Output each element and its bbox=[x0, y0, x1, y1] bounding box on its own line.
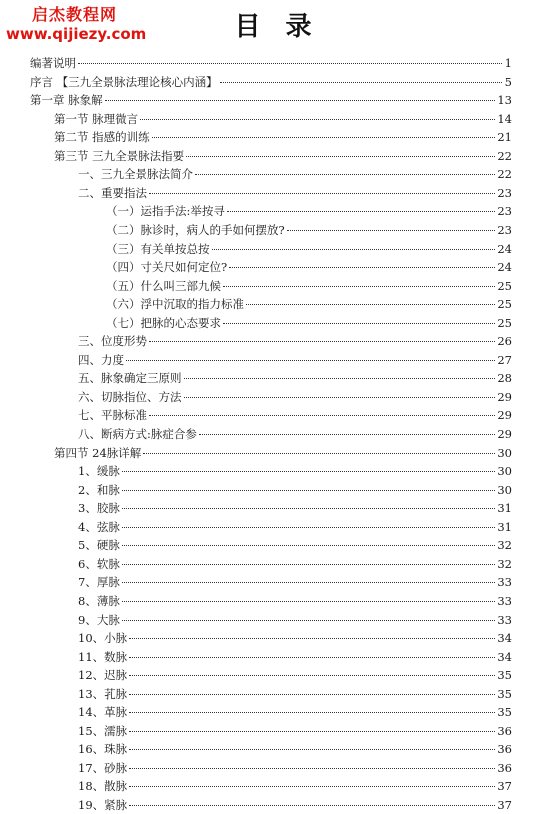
site-watermark bbox=[6, 6, 146, 42]
toc-dot-leader bbox=[122, 490, 496, 491]
toc-dot-leader bbox=[287, 230, 496, 231]
toc-entry[interactable] bbox=[54, 128, 512, 146]
toc-entry-page-number: 36 bbox=[497, 723, 512, 738]
toc-dot-leader bbox=[122, 545, 496, 546]
toc-dot-leader bbox=[149, 341, 495, 342]
toc-entry-page-number: 24 bbox=[497, 241, 512, 256]
toc-entry-page-number: 25 bbox=[497, 315, 512, 330]
toc-entry[interactable] bbox=[78, 388, 512, 406]
toc-entry-label: 序言 【三九全景脉法理论核心内涵】 bbox=[30, 74, 218, 89]
toc-entry-label: （二）脉诊时，病人的手如何摆放? bbox=[106, 222, 285, 237]
toc-entry-page-number: 32 bbox=[497, 556, 512, 571]
toc-entry-label: 第四节 24脉详解 bbox=[54, 445, 142, 460]
toc-entry[interactable] bbox=[30, 91, 512, 109]
toc-dot-leader bbox=[129, 712, 495, 713]
toc-entry[interactable] bbox=[78, 796, 512, 814]
toc-entry-page-number: 25 bbox=[497, 297, 512, 312]
toc-entry-page-number: 14 bbox=[497, 111, 512, 126]
toc-entry[interactable] bbox=[30, 54, 512, 72]
toc-dot-leader bbox=[122, 527, 496, 528]
toc-entry-page-number: 37 bbox=[497, 779, 512, 794]
toc-entry-label: 第一章 脉象解 bbox=[30, 93, 103, 108]
toc-entry-label: 八、断病方式:脉症合参 bbox=[78, 427, 197, 441]
toc-dot-leader bbox=[186, 156, 495, 157]
toc-dot-leader bbox=[152, 137, 496, 138]
toc-entry-label: 18、散脉 bbox=[78, 779, 128, 794]
toc-entry-page-number: 23 bbox=[497, 204, 512, 219]
toc-dot-leader bbox=[122, 601, 496, 602]
toc-dot-leader bbox=[195, 174, 495, 175]
toc-entry-page-number: 28 bbox=[497, 371, 512, 386]
toc-dot-leader bbox=[129, 694, 495, 695]
toc-entry-label: 第三节 三九全景脉法指要 bbox=[54, 148, 185, 163]
toc-entry-page-number: 5 bbox=[504, 74, 512, 89]
toc-entry-page-number: 23 bbox=[497, 222, 512, 237]
toc-entry[interactable] bbox=[78, 406, 512, 424]
toc-entry-page-number: 35 bbox=[497, 668, 512, 683]
toc-entry-label: 1、缓脉 bbox=[78, 464, 120, 479]
toc-entry[interactable] bbox=[30, 73, 512, 91]
toc-entry[interactable] bbox=[78, 722, 512, 740]
toc-entry[interactable] bbox=[78, 165, 512, 183]
toc-entry-page-number: 31 bbox=[497, 501, 512, 516]
toc-dot-leader bbox=[129, 786, 495, 787]
toc-entry[interactable] bbox=[106, 258, 512, 276]
watermark-site-url: www.qijiezy.com bbox=[6, 24, 147, 43]
toc-entry-label: 四、力度 bbox=[78, 352, 124, 367]
toc-entry-page-number: 33 bbox=[497, 593, 512, 608]
toc-entry-page-number: 32 bbox=[497, 538, 512, 553]
toc-dot-leader bbox=[199, 434, 495, 435]
toc-entry-page-number: 30 bbox=[497, 482, 512, 497]
toc-dot-leader bbox=[122, 564, 496, 565]
toc-dot-leader bbox=[227, 211, 495, 212]
toc-entry-label: 16、珠脉 bbox=[78, 742, 128, 757]
toc-entry-label: 19、紧脉 bbox=[78, 798, 128, 812]
toc-dot-leader bbox=[184, 397, 496, 398]
toc-entry-label: 14、革脉 bbox=[78, 705, 128, 720]
toc-entry-label: （六）浮中沉取的指力标准 bbox=[106, 297, 244, 312]
toc-entry-page-number: 34 bbox=[497, 631, 512, 646]
toc-entry[interactable] bbox=[78, 499, 512, 517]
toc-entry-label: 编著说明 bbox=[30, 56, 76, 70]
toc-entry[interactable] bbox=[78, 351, 512, 369]
toc-entry-label: 三、位度形势 bbox=[78, 334, 147, 349]
toc-entry-page-number: 26 bbox=[497, 334, 512, 349]
toc-dot-leader bbox=[220, 82, 502, 83]
toc-dot-leader bbox=[78, 63, 502, 64]
toc-dot-leader bbox=[122, 582, 496, 583]
toc-dot-leader bbox=[246, 304, 495, 305]
toc-entry-label: 8、薄脉 bbox=[78, 593, 120, 608]
toc-entry-page-number: 37 bbox=[497, 798, 512, 812]
toc-entry[interactable] bbox=[78, 536, 512, 554]
toc-dot-leader bbox=[223, 286, 495, 287]
toc-entry-page-number: 22 bbox=[497, 148, 512, 163]
toc-entry-page-number: 36 bbox=[497, 760, 512, 775]
toc-dot-leader bbox=[129, 675, 495, 676]
toc-entry[interactable] bbox=[78, 184, 512, 202]
toc-entry-page-number: 29 bbox=[497, 427, 512, 441]
toc-entry[interactable] bbox=[78, 332, 512, 350]
toc-entry-label: 7、厚脉 bbox=[78, 575, 120, 590]
toc-entry-page-number: 31 bbox=[497, 519, 512, 534]
toc-entry[interactable] bbox=[106, 221, 512, 239]
toc-entry-label: （四）寸关尺如何定位? bbox=[106, 260, 228, 275]
toc-entry-label: 七、平脉标准 bbox=[78, 408, 147, 423]
toc-entry[interactable] bbox=[106, 202, 512, 220]
toc-dot-leader bbox=[223, 323, 495, 324]
toc-entry-label: 一、三九全景脉法简介 bbox=[78, 167, 193, 182]
toc-entry[interactable] bbox=[78, 666, 512, 684]
toc-entry-page-number: 23 bbox=[497, 185, 512, 200]
toc-entry-label: （七）把脉的心态要求 bbox=[106, 315, 221, 330]
toc-entry-label: 6、软脉 bbox=[78, 556, 120, 571]
toc-dot-leader bbox=[129, 768, 495, 769]
toc-entry-page-number: 33 bbox=[497, 575, 512, 590]
toc-entry-page-number: 1 bbox=[504, 56, 512, 70]
toc-entry[interactable] bbox=[78, 592, 512, 610]
toc-entry-label: 4、弦脉 bbox=[78, 519, 120, 534]
toc-dot-leader bbox=[149, 415, 495, 416]
toc-entry[interactable] bbox=[78, 481, 512, 499]
toc-entry[interactable] bbox=[54, 110, 512, 128]
toc-entry-label: 15、濡脉 bbox=[78, 723, 128, 738]
toc-entry-page-number: 13 bbox=[497, 93, 512, 108]
toc-entry-page-number: 25 bbox=[497, 278, 512, 293]
toc-entry[interactable] bbox=[106, 295, 512, 313]
toc-entry-label: 3、胶脉 bbox=[78, 501, 120, 516]
toc-entry-label: （三）有关单按总按 bbox=[106, 241, 210, 256]
toc-dot-leader bbox=[129, 657, 495, 658]
toc-entry[interactable] bbox=[78, 759, 512, 777]
toc-entry[interactable] bbox=[78, 573, 512, 591]
toc-entry[interactable] bbox=[78, 462, 512, 480]
toc-entry-page-number: 36 bbox=[497, 742, 512, 757]
toc-entry-label: （一）运指手法:举按寻 bbox=[106, 204, 225, 219]
toc-entry-label: 第一节 脉理微言 bbox=[54, 111, 139, 126]
toc-dot-leader bbox=[129, 805, 495, 806]
page-title: 目 录 bbox=[234, 12, 320, 42]
toc-entry-label: （五）什么叫三部九候 bbox=[106, 278, 221, 293]
toc-entry[interactable] bbox=[78, 425, 512, 443]
toc-entry[interactable] bbox=[78, 629, 512, 647]
toc-dot-leader bbox=[105, 100, 496, 101]
toc-entry[interactable] bbox=[78, 777, 512, 795]
toc-dot-leader bbox=[143, 453, 495, 454]
toc-entry-page-number: 35 bbox=[497, 705, 512, 720]
toc-dot-leader bbox=[212, 249, 496, 250]
toc-entry[interactable] bbox=[78, 518, 512, 536]
toc-entry[interactable] bbox=[106, 277, 512, 295]
toc-dot-leader bbox=[126, 360, 495, 361]
toc-entry-label: 5、硬脉 bbox=[78, 538, 120, 553]
toc-entry[interactable] bbox=[106, 240, 512, 258]
toc-entry-label: 9、大脉 bbox=[78, 612, 120, 627]
toc-dot-leader bbox=[184, 378, 496, 379]
toc-dot-leader bbox=[122, 620, 496, 621]
toc-entry[interactable] bbox=[78, 740, 512, 758]
toc-entry-label: 六、切脉指位、方法 bbox=[78, 389, 182, 404]
toc-entry-label: 2、和脉 bbox=[78, 482, 120, 497]
toc-dot-leader bbox=[122, 508, 496, 509]
toc-entry-label: 10、小脉 bbox=[78, 631, 128, 646]
toc-entry-page-number: 27 bbox=[497, 352, 512, 367]
toc-entry[interactable] bbox=[78, 648, 512, 666]
toc-dot-leader bbox=[140, 119, 495, 120]
toc-entry[interactable] bbox=[78, 703, 512, 721]
toc-dot-leader bbox=[149, 193, 495, 194]
toc-dot-leader bbox=[122, 471, 496, 472]
toc-entry-label: 第二节 指感的训练 bbox=[54, 130, 150, 145]
toc-entry-page-number: 24 bbox=[497, 260, 512, 275]
toc-entry-label: 五、脉象确定三原则 bbox=[78, 371, 182, 386]
toc-entry[interactable] bbox=[78, 369, 512, 387]
toc-entry-page-number: 34 bbox=[497, 649, 512, 664]
watermark-site-name: 启杰教程网 bbox=[32, 5, 118, 24]
toc-entry[interactable] bbox=[78, 611, 512, 629]
toc-entry[interactable] bbox=[54, 444, 512, 462]
toc-entry[interactable] bbox=[106, 314, 512, 332]
toc-entry-page-number: 33 bbox=[497, 612, 512, 627]
toc-entry-label: 12、迟脉 bbox=[78, 668, 128, 683]
toc-entry-page-number: 30 bbox=[497, 464, 512, 479]
toc-dot-leader bbox=[229, 267, 495, 268]
toc-dot-leader bbox=[129, 638, 495, 639]
toc-entry-page-number: 29 bbox=[497, 389, 512, 404]
toc-entry[interactable] bbox=[78, 555, 512, 573]
toc-entry-page-number: 30 bbox=[497, 445, 512, 460]
toc-entry-page-number: 22 bbox=[497, 167, 512, 182]
toc-entry-label: 11、数脉 bbox=[78, 649, 128, 664]
toc-entry[interactable] bbox=[78, 685, 512, 703]
toc-entry-label: 17、砂脉 bbox=[78, 760, 128, 775]
toc-dot-leader bbox=[129, 749, 495, 750]
toc-entry-label: 二、重要指法 bbox=[78, 185, 147, 200]
toc-entry-label: 13、芤脉 bbox=[78, 686, 128, 701]
toc-entry-page-number: 29 bbox=[497, 408, 512, 423]
toc-entry[interactable] bbox=[54, 147, 512, 165]
toc-dot-leader bbox=[129, 731, 495, 732]
toc-entry-page-number: 21 bbox=[497, 130, 512, 145]
toc-entry-page-number: 35 bbox=[497, 686, 512, 701]
